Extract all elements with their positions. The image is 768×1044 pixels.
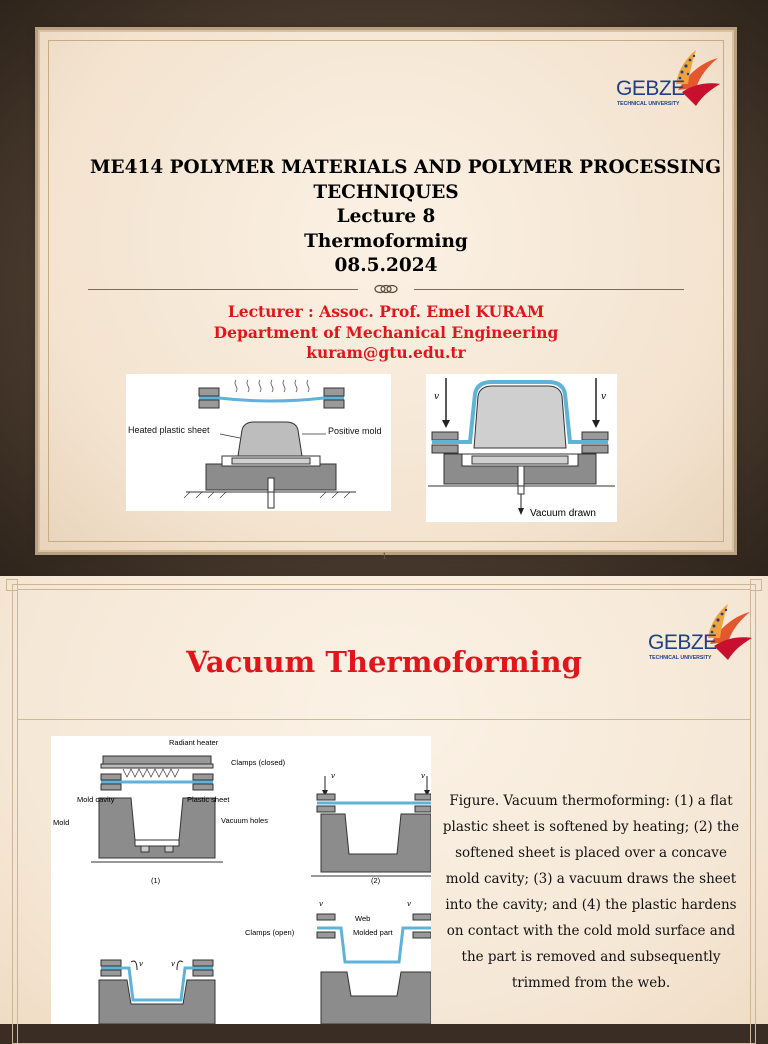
title-slide-paper bbox=[38, 30, 734, 561]
label-radiant-heater: Radiant heater bbox=[169, 738, 219, 747]
vacuum-drawn-figure bbox=[426, 374, 617, 522]
label-v-4a: v bbox=[319, 900, 323, 908]
label-step-2: (2) bbox=[371, 876, 381, 885]
title-rule bbox=[18, 719, 750, 720]
course-title-cont: TECHNIQUES bbox=[313, 181, 459, 203]
label-v-2b: v bbox=[421, 772, 425, 780]
department: Department of Mechanical Engineering bbox=[213, 322, 559, 342]
label-v-4b: v bbox=[407, 900, 411, 908]
ornamental-divider bbox=[88, 285, 684, 295]
label-positive-mold: Positive mold bbox=[328, 426, 382, 436]
label-v-2a: v bbox=[331, 772, 335, 780]
logo-subtitle-2: TECHNICAL UNIVERSITY bbox=[649, 655, 712, 661]
lecturer-info bbox=[90, 302, 682, 364]
ornament-icon bbox=[374, 282, 398, 296]
label-step-1: (1) bbox=[151, 876, 161, 885]
slide-title: Vacuum Thermoforming bbox=[186, 645, 582, 679]
logo-wordmark: GEBZE bbox=[616, 77, 685, 100]
figure-caption: Figure. Vacuum thermoforming: (1) a flat plastic sheet is softened by heating; (2) the softened sheet is placed over a concave mold cavity; (3) a vacuum draws the sheet into the cavity; and (4) the plastic hardens on contact with the cold mold surface and the part is removed and subsequently trimmed from the web. bbox=[442, 793, 740, 991]
label-v-left: v bbox=[434, 392, 440, 402]
label-mold: Mold bbox=[53, 818, 70, 827]
gebze-logo bbox=[616, 44, 724, 114]
label-heated-sheet: Heated plastic sheet bbox=[128, 425, 210, 435]
label-web: Web bbox=[355, 914, 371, 923]
lecture-date: 08.5.2024 bbox=[334, 255, 438, 276]
label-v-3a: v bbox=[139, 960, 143, 968]
slide-number: 1 bbox=[382, 552, 388, 561]
label-mold-cavity: Mold cavity bbox=[77, 795, 115, 804]
label-plastic-sheet: Plastic sheet bbox=[187, 795, 230, 804]
lecturer-name: Lecturer : Assoc. Prof. Emel KURAM bbox=[227, 302, 545, 321]
course-title: ME414 POLYMER MATERIALS AND POLYMER PROCESSING bbox=[90, 157, 722, 178]
lecturer-email[interactable]: kuram@gtu.edu.tr bbox=[306, 343, 466, 362]
label-vacuum-holes: Vacuum holes bbox=[221, 816, 268, 825]
logo-subtitle: TECHNICAL UNIVERSITY bbox=[617, 101, 680, 107]
label-clamps-closed: Clamps (closed) bbox=[231, 758, 286, 767]
vacuum-thermoforming-figure bbox=[51, 736, 431, 1024]
label-molded-part: Molded part bbox=[353, 928, 393, 937]
label-v-right: v bbox=[601, 392, 607, 402]
gebze-logo-2 bbox=[648, 598, 756, 668]
lecture-title bbox=[90, 156, 722, 279]
label-v-3b: v bbox=[171, 960, 175, 968]
lecture-topic: Thermoforming bbox=[304, 230, 468, 252]
positive-mold-figure bbox=[126, 374, 391, 511]
lecture-number: Lecture 8 bbox=[336, 206, 436, 227]
label-clamps-open: Clamps (open) bbox=[245, 928, 295, 937]
content-slide bbox=[0, 576, 768, 1024]
logo-wordmark-2: GEBZE bbox=[648, 631, 717, 654]
label-vacuum-drawn: Vacuum drawn bbox=[530, 508, 596, 519]
